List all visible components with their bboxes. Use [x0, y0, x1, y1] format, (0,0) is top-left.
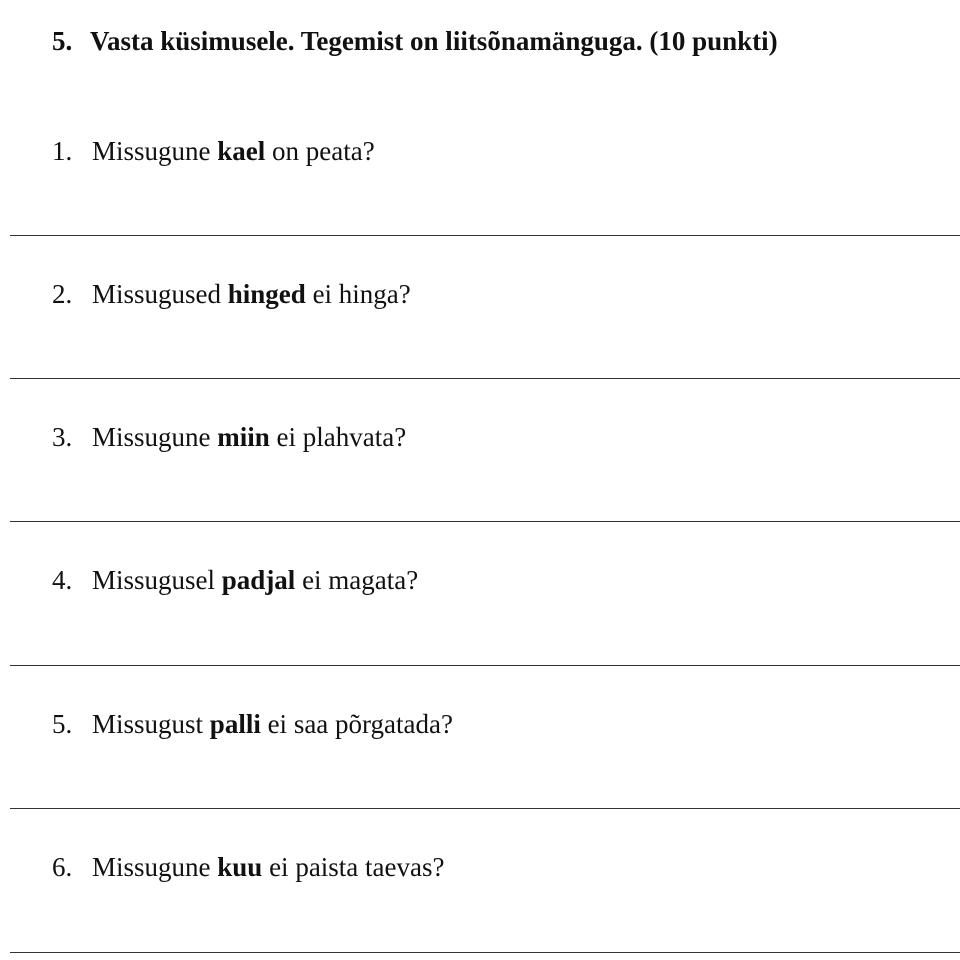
answer-line-4[interactable] [10, 665, 960, 666]
question-4 [52, 565, 418, 596]
question-keyword: kuu [217, 852, 263, 882]
question-text-after: ei paista taevas? [262, 852, 445, 882]
question-1 [52, 136, 375, 167]
question-text-before: Missugune [92, 422, 218, 452]
question-number: 3. [52, 422, 73, 452]
question-text-before: Missugust [92, 709, 210, 739]
question-keyword: palli [209, 709, 261, 739]
question-3 [52, 422, 406, 453]
question-text-after: on peata? [265, 136, 375, 166]
question-keyword: hinged [227, 279, 306, 309]
question-text-before: Missugused [92, 279, 228, 309]
answer-line-2[interactable] [10, 378, 960, 379]
question-text-after: ei magata? [295, 565, 419, 595]
task-title-text: Vasta küsimusele. Tegemist on liitsõnamänguga. (10 punkti) [90, 26, 778, 56]
question-number: 6. [52, 852, 73, 882]
question-keyword: kael [217, 136, 266, 166]
question-text-before: Missugune [92, 136, 218, 166]
question-number: 5. [52, 709, 73, 739]
task-heading [52, 26, 778, 57]
answer-line-5[interactable] [10, 808, 960, 809]
question-keyword: padjal [221, 565, 296, 595]
question-text-before: Missugusel [92, 565, 222, 595]
question-2 [52, 279, 411, 310]
answer-line-1[interactable] [10, 235, 960, 236]
question-keyword: miin [217, 422, 270, 452]
question-5 [52, 709, 453, 740]
task-number: 5. [52, 26, 73, 56]
answer-line-3[interactable] [10, 521, 960, 522]
question-text-before: Missugune [92, 852, 218, 882]
question-text-after: ei hinga? [305, 279, 411, 309]
question-text-after: ei plahvata? [269, 422, 407, 452]
question-6 [52, 852, 445, 883]
answer-line-6[interactable] [10, 952, 960, 953]
question-text-after: ei saa põrgatada? [260, 709, 453, 739]
question-number: 1. [52, 136, 73, 166]
question-number: 2. [52, 279, 73, 309]
question-number: 4. [52, 565, 73, 595]
